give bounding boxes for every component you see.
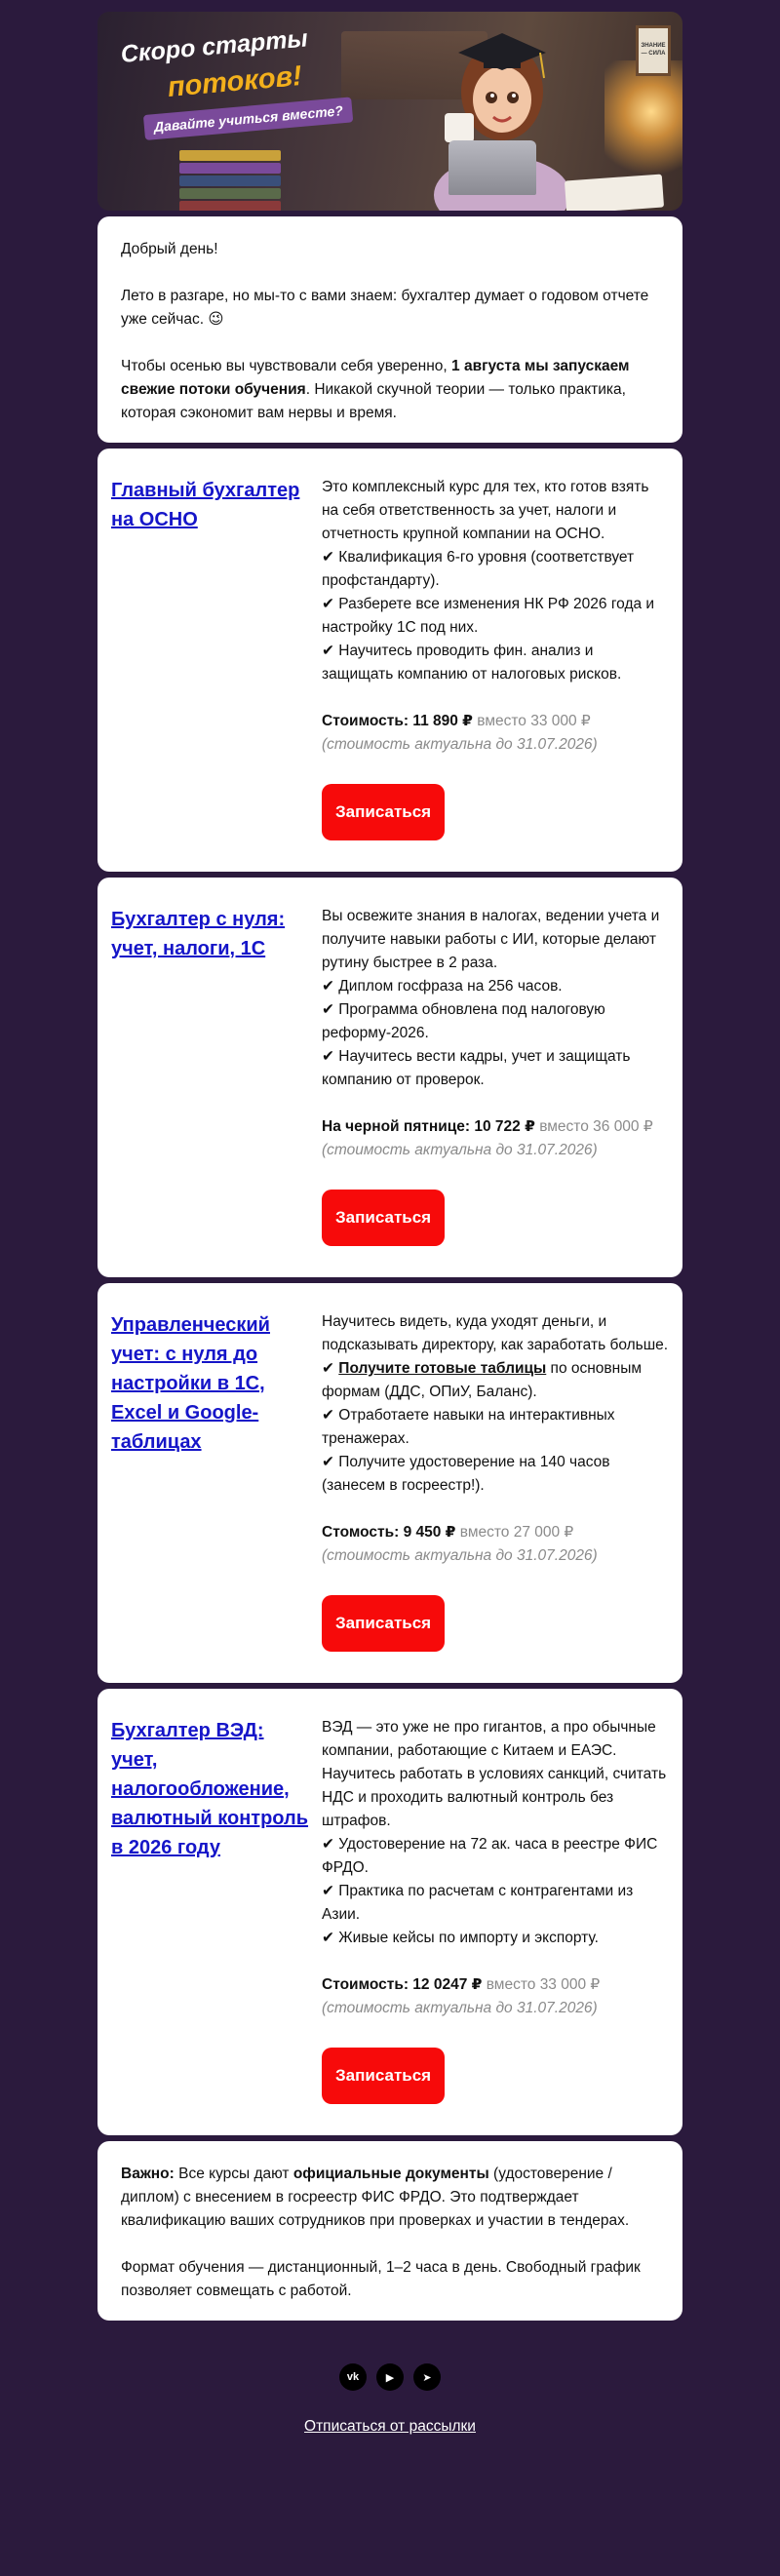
course-bullet: ✔ Отработаете навыки на интерактивных тренажерах. [322,1407,615,1447]
course-card-3 [98,1283,682,1683]
hero-banner [98,12,682,211]
price-current: Стоимость: 12 0247 ₽ [322,1976,483,1993]
bullet-bold: Получите готовые таблицы [338,1360,547,1377]
price-old: вместо 33 000 ₽ [486,1976,601,1993]
course-title-link[interactable]: Бухгалтер ВЭД: учет, налогообложение, валютный контроль в 2026 году [111,1720,309,1858]
course-price [322,710,669,733]
enroll-button[interactable]: Записаться [322,784,445,840]
course-bullet: ✔ Живые кейсы по импорту и экспорту. [322,1930,599,1946]
course-bullet: ✔ Диплом госфраза на 256 часов. [322,978,563,995]
info-card [98,2141,682,2321]
papers-image [565,175,664,211]
course-card-1 [98,449,682,872]
course-description: Это комплексный курс для тех, кто готов взять на себя ответственность за учет, налоги и отчетность крупной компании на ОСНО. [322,479,649,542]
price-old: вместо 33 000 ₽ [477,713,591,729]
hero-pill: Давайте учиться вместе? [143,97,354,140]
course-bullet: ✔ Программа обновлена под налоговую реформу-2026. [322,1001,605,1041]
course-bullet: ✔ Квалификация 6-го уровня (соответствует профстандарту). [322,549,635,589]
course-description: Научитесь видеть, куда уходят деньги, и подсказывать директору, как заработать больше. [322,1313,669,1353]
course-card-4 [98,1689,682,2135]
course-bullet: ✔ Разберете все изменения НК РФ 2026 года и настройку 1С под них. [322,596,655,636]
intro-text: Чтобы осенью вы чувствовали себя уверенно, [121,358,452,374]
enroll-button[interactable]: Записаться [322,1595,445,1652]
course-description: ВЭД — это уже не про гигантов, а про обычные компании, работающие с Китаем и ЕАЭС. Научитесь работать в условиях санкций, считать НДС и проходить валютный контроль без штрафов. [322,1719,667,1829]
social-links [98,2363,682,2391]
telegram-icon[interactable]: ➤ [413,2363,441,2391]
important-text-2: (удостоверение / диплом) с внесением в госреестр ФИС ФРДО. Это подтверждает квалификацию ваших сотрудников при проверках и участии в тендерах. [121,2166,630,2229]
greeting: Добрый день! [121,241,218,257]
course-title-link[interactable]: Главный бухгалтер на ОСНО [111,480,300,530]
course-price [322,1521,669,1544]
course-price [322,1973,669,1997]
hero-title-line2: потоков! [166,60,303,103]
email-container [98,0,682,2436]
intro-text-end: . Никакой скучной теории — только практика, которая сэкономит вам нервы и время. [121,381,626,421]
course-title-link[interactable]: Бухгалтер с нуля: учет, налоги, 1С [111,909,286,959]
price-note: (стоимость актуальна до 31.07.2026) [322,736,598,753]
price-old: вместо 36 000 ₽ [539,1118,653,1135]
price-current: На черной пятнице: 10 722 ₽ [322,1118,535,1135]
course-bullet [322,1357,669,1404]
course-bullet: ✔ Практика по расчетам с контрагентами из Азии. [322,1883,634,1923]
intro-paragraph-1: Лето в разгаре, но мы-то с вами знаем: бухгалтер думает о годовом отчете уже сейчас. 😉 [121,288,649,328]
course-title-link[interactable]: Управленческий учет: с нуля до настройки в 1С, Excel и Google-таблицах [111,1314,270,1453]
important-text: Все курсы дают [174,2166,293,2182]
price-current: Стоимость: 11 890 ₽ [322,713,473,729]
hero-title-line1: Скоро старты [119,24,309,68]
books-stack [179,150,281,211]
course-bullet: ✔ Удостоверение на 72 ак. часа в реестре ФИС ФРДО. [322,1836,658,1876]
important-label: Важно: [121,2166,175,2182]
course-bullet: ✔ Научитесь проводить фин. анализ и защищать компанию от налоговых рисков. [322,643,622,683]
price-note: (стоимость актуальна до 31.07.2026) [322,1547,598,1564]
laptop-image [448,140,536,195]
course-bullet: ✔ Научитесь вести кадры, учет и защищать компанию от проверок. [322,1048,631,1088]
intro-paragraph-2 [121,355,659,425]
important-note [121,2163,659,2233]
intro-card [98,216,682,443]
price-old: вместо 27 000 ₽ [459,1524,574,1541]
youtube-icon[interactable]: ▶ [376,2363,404,2391]
course-card-2 [98,878,682,1277]
enroll-button[interactable]: Записаться [322,1190,445,1246]
intro-bold: 1 августа мы запускаем свежие потоки обучения [121,358,630,398]
unsubscribe-row [98,2418,682,2436]
course-price [322,1115,669,1139]
price-current: Стомость: 9 450 ₽ [322,1524,456,1541]
vk-icon[interactable]: vk [339,2363,367,2391]
price-note: (стоимость актуальна до 31.07.2026) [322,2000,598,2016]
unsubscribe-link[interactable]: Отписаться от рассылки [304,2418,476,2435]
format-note: Формат обучения — дистанционный, 1–2 часа в день. Свободный график позволяет совмещать с работой. [121,2259,641,2299]
course-description: Вы освежите знания в налогах, ведении учета и получите навыки работы с ИИ, которые делают рутину быстрее в 2 раза. [322,908,660,971]
bullet-rest: по основным формам (ДДС, ОПиУ, Баланс). [322,1360,643,1400]
important-bold: официальные документы [292,2166,489,2182]
price-note: (стоимость актуальна до 31.07.2026) [322,1142,598,1158]
wall-frame: ЗНАНИЕ — СИЛА [636,25,671,76]
course-bullet: ✔ Получите удостоверение на 140 часов (занесем в госреестр!). [322,1454,610,1494]
bullet-check: ✔ [322,1360,339,1377]
enroll-button[interactable]: Записаться [322,2048,445,2104]
